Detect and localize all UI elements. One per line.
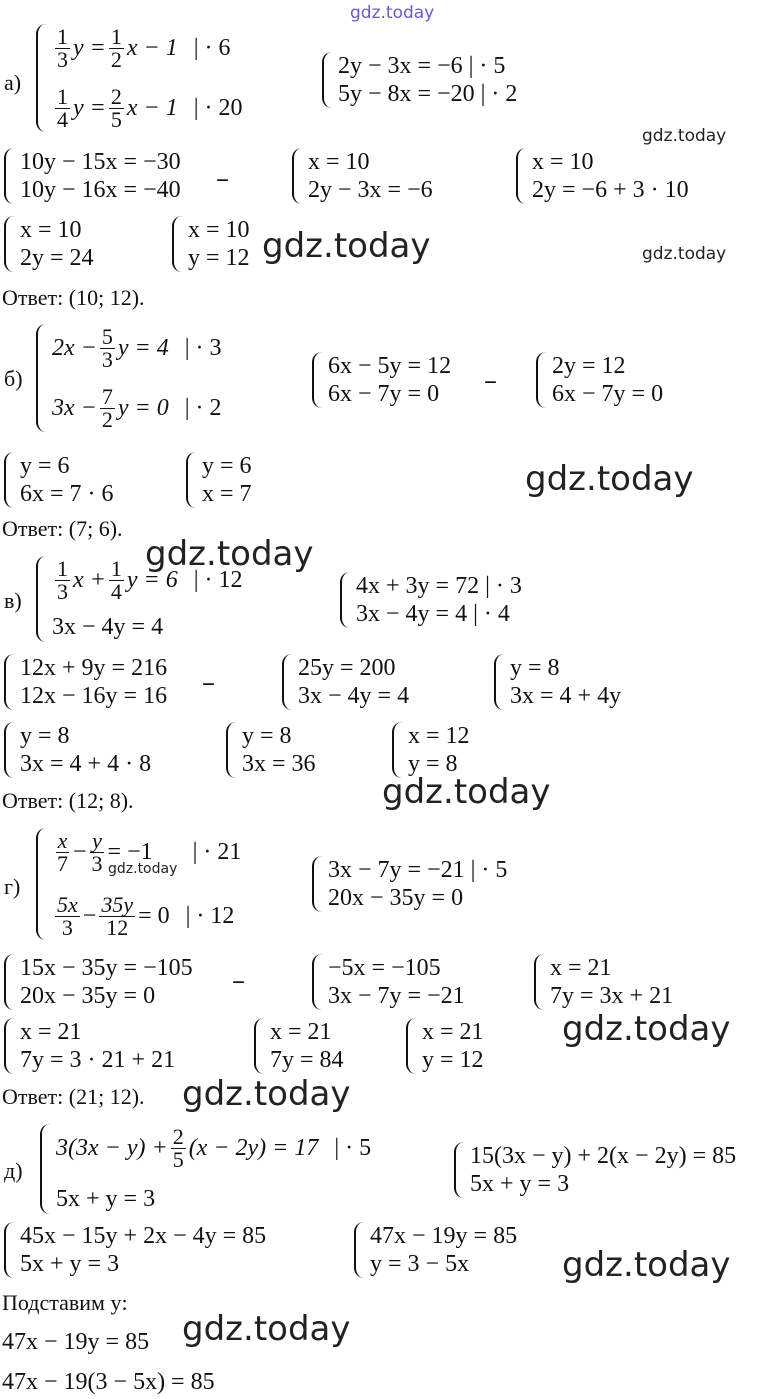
system-v-5: y = 8 3x = 4 + 4y [494, 654, 621, 710]
system-d-1: 3(3x − y) + $\frac{2}{5}$ (x − 2y) = 17 | · 5 5x + y = 3 [40, 1124, 371, 1214]
answer-g: Ответ: (21; 12). [2, 1084, 145, 1109]
system-v-6: y = 8 3x = 4 + 4 · 8 [4, 722, 151, 778]
watermark: gdz.today [525, 459, 694, 499]
system-d-4: 47x − 19y = 85 y = 3 − 5x [354, 1222, 517, 1278]
watermark: gdz.today [562, 1245, 731, 1285]
watermark: gdz.today [642, 126, 727, 146]
system-g-4: −5x = −105 3x − 7y = −21 [312, 954, 465, 1010]
system-v-3: 12x + 9y = 216 12x − 16y = 16 [4, 654, 167, 710]
system-b-5: y = 6 x = 7 [186, 452, 252, 508]
system-v-7: y = 8 3x = 36 [226, 722, 316, 778]
system-a-3: 10y − 15x = −30 10y − 16x = −40 [4, 148, 181, 204]
equation-line-2: 47x − 19(3 − 5x) = 85 [2, 1369, 215, 1395]
watermark: gdz.today [145, 534, 314, 574]
watermark: gdz.today [262, 226, 431, 266]
watermark: gdz.today [642, 244, 727, 264]
system-g-6: x = 21 7y = 3 · 21 + 21 [4, 1018, 175, 1074]
watermark: gdz.today [108, 861, 178, 877]
answer-a: Ответ: (10; 12). [2, 285, 145, 310]
system-a-7: x = 10 y = 12 [172, 216, 250, 272]
system-v-4: 25y = 200 3x − 4y = 4 [282, 654, 409, 710]
equation-line-1: 47x − 19y = 85 [2, 1329, 150, 1355]
system-a-6: x = 10 2y = 24 [4, 216, 94, 272]
system-d-2: 15(3x − y) + 2(x − 2y) = 85 5x + y = 3 [454, 1142, 736, 1198]
minus-sign-a: – [216, 164, 229, 194]
system-g-1: $\frac{x}{7}$ − $\frac{y}{3}$ = −1 | · 21 $\frac{5x}{3}$ − $\frac{35y}{12}$ = 0 | · 12 [36, 828, 241, 940]
system-v-8: x = 12 y = 8 [392, 722, 470, 778]
minus-sign-g: – [232, 966, 245, 996]
substitute-note: Подставим y: [2, 1290, 128, 1315]
system-a-2: 2y − 3x = −6 | · 5 5y − 8x = −20 | · 2 [322, 52, 517, 108]
system-b-4: y = 6 6x = 7 · 6 [4, 452, 114, 508]
system-v-2: 4x + 3y = 72 | · 3 3x − 4y = 4 | · 4 [340, 572, 522, 628]
watermark: gdz.today [562, 1009, 731, 1049]
system-g-2: 3x − 7y = −21 | · 5 20x − 35y = 0 [312, 856, 507, 912]
system-d-3: 45x − 15y + 2x − 4y = 85 5x + y = 3 [4, 1222, 266, 1278]
part-label-v: в) [4, 588, 22, 613]
part-label-a: а) [4, 70, 22, 95]
watermark: gdz.today [182, 1309, 351, 1349]
watermark: gdz.today [382, 772, 551, 812]
answer-v: Ответ: (12; 8). [2, 788, 134, 813]
system-a-1: $\frac{1}{3}$ y = $\frac{1}{2}$ x − 1 | · 6 $\frac{1}{4}$ y = $\frac{2}{5}$ x − 1 | · 20 [36, 24, 243, 132]
watermark: gdz.today [182, 1074, 351, 1114]
system-b-1: 2x − $\frac{5}{3}$ y = 4 | · 3 3x − $\frac{7}{2}$ y = 0 | · 2 [36, 324, 222, 432]
system-b-2: 6x − 5y = 12 6x − 7y = 0 [312, 352, 451, 408]
system-g-8: x = 21 y = 12 [406, 1018, 484, 1074]
minus-sign-v: – [202, 668, 215, 698]
minus-sign-b: – [484, 366, 497, 396]
part-label-d: д) [4, 1158, 23, 1183]
system-v-1: $\frac{1}{3}$ x + $\frac{1}{4}$ y = 6 | · 12 3x − 4y = 4 [36, 556, 243, 642]
system-g-3: 15x − 35y = −105 20x − 35y = 0 [4, 954, 193, 1010]
system-g-5: x = 21 7y = 3x + 21 [534, 954, 673, 1010]
part-label-g: г) [4, 874, 21, 899]
system-a-5: x = 10 2y = −6 + 3 · 10 [516, 148, 689, 204]
watermark-top: gdz.today [350, 3, 435, 23]
system-a-4: x = 10 2y − 3x = −6 [292, 148, 433, 204]
system-g-7: x = 21 7y = 84 [254, 1018, 344, 1074]
part-label-b: б) [4, 366, 23, 391]
answer-b: Ответ: (7; 6). [2, 516, 123, 541]
system-b-3: 2y = 12 6x − 7y = 0 [536, 352, 663, 408]
